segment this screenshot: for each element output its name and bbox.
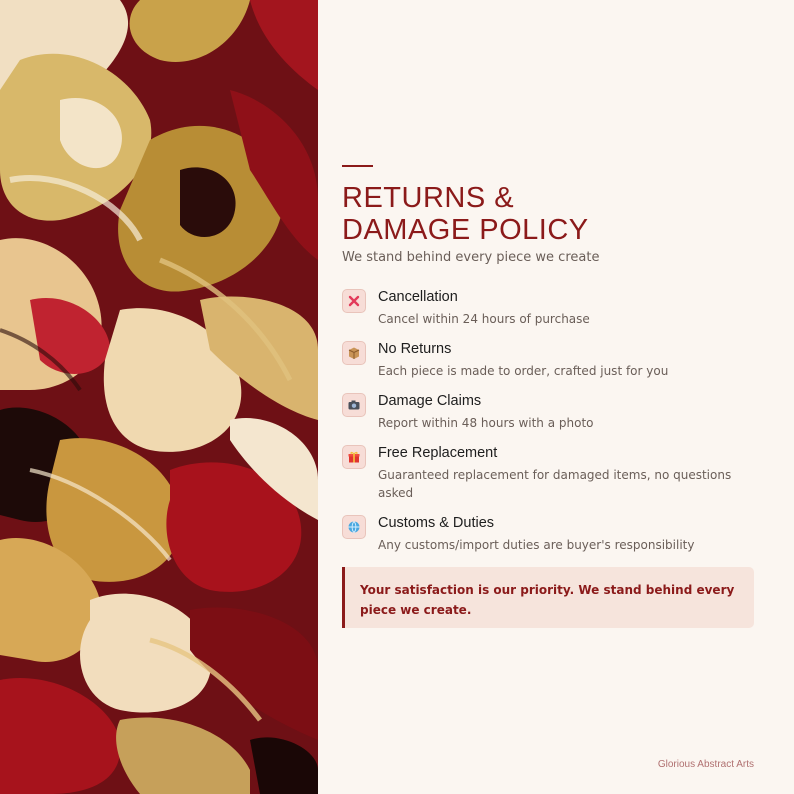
title-line-1: RETURNS &	[342, 182, 515, 214]
policy-title: Customs & Duties	[378, 515, 495, 531]
policy-description: Each piece is made to order, crafted just for you	[378, 364, 669, 378]
camera-icon	[342, 393, 366, 417]
policy-description: Guaranteed replacement for damaged items, no questions asked	[378, 468, 732, 500]
policy-panel	[342, 0, 754, 794]
policy-description: Cancel within 24 hours of purchase	[378, 312, 590, 326]
policy-title: Free Replacement	[378, 445, 498, 461]
satisfaction-callout	[342, 567, 754, 628]
page-subtitle: We stand behind every piece we create	[342, 250, 600, 265]
title-line-2: DAMAGE POLICY	[342, 214, 589, 246]
globe-icon	[342, 515, 366, 539]
policy-title: Damage Claims	[378, 393, 482, 409]
cross-mark-icon	[342, 289, 366, 313]
policy-title: Cancellation	[378, 289, 458, 305]
policy-description: Any customs/import duties are buyer's responsibility	[378, 538, 695, 552]
page-title	[342, 182, 754, 246]
abstract-painting-image	[0, 0, 318, 794]
policy-description: Report within 48 hours with a photo	[378, 416, 594, 430]
package-icon	[342, 341, 366, 365]
brand-name: Glorious Abstract Arts	[657, 759, 754, 770]
policy-title: No Returns	[378, 341, 452, 357]
gift-icon	[342, 445, 366, 469]
callout-text: Your satisfaction is our priority. We stand behind every piece we create.	[360, 583, 735, 617]
accent-divider	[342, 165, 373, 167]
